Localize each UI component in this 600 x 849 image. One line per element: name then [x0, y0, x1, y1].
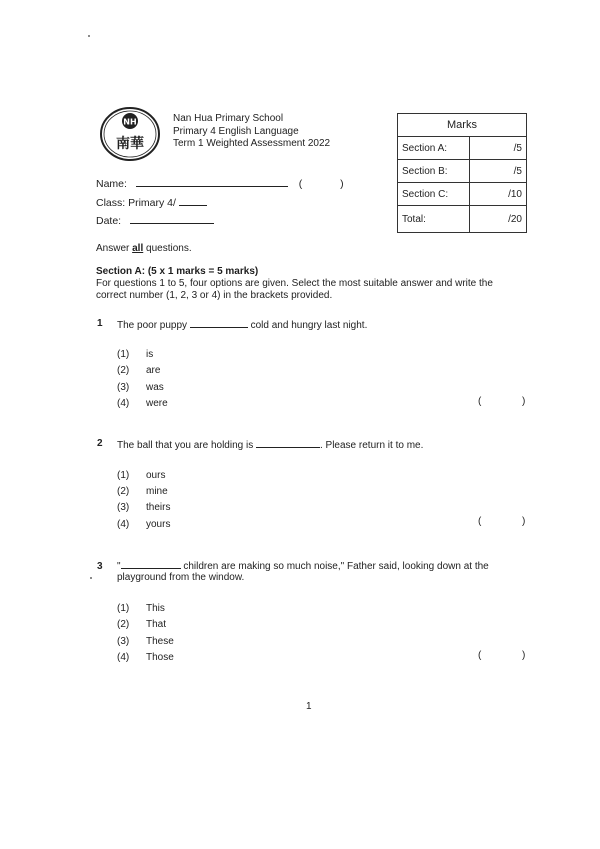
option-text: These: [146, 636, 174, 647]
option-text: are: [146, 365, 161, 376]
index-bracket-open: (: [298, 178, 303, 190]
class-label: Class: Primary 4/: [96, 197, 176, 209]
answer-blank[interactable]: [190, 318, 248, 328]
answer-bracket-close: ): [522, 650, 526, 661]
school-name: Nan Hua Primary School: [173, 113, 284, 124]
answer-bracket-open: (: [478, 396, 482, 407]
option-text: theirs: [146, 502, 171, 513]
name-label: Name:: [96, 178, 127, 190]
question-2-text: [117, 438, 423, 451]
marks-row-value: /5: [469, 137, 526, 160]
class-input-line[interactable]: [179, 195, 207, 206]
question-3-text-line2: playground from the window.: [117, 572, 245, 583]
marks-row-value: /5: [469, 160, 526, 183]
option-number: (1): [117, 470, 130, 481]
answer-blank[interactable]: [256, 438, 320, 448]
answer-bracket-open: (: [478, 650, 482, 661]
scan-speck: [88, 35, 90, 37]
question-text: The poor puppy: [117, 320, 190, 331]
instruction-text: Answer: [96, 243, 133, 254]
name-input-line[interactable]: [136, 176, 288, 187]
page-number: 1: [306, 701, 312, 712]
answer-blank[interactable]: [121, 559, 181, 569]
marks-row-label: Section B:: [398, 160, 470, 183]
question-text: cold and hungry last night.: [247, 320, 368, 331]
marks-table-title: Marks: [398, 114, 527, 137]
option-number: (3): [117, 382, 130, 393]
question-number: 1: [97, 318, 103, 329]
answer-bracket-close: ): [522, 516, 526, 527]
question-text: . Please return it to me.: [319, 440, 424, 451]
question-number: 2: [97, 438, 103, 449]
marks-row-value: /10: [469, 183, 526, 206]
class-field-row: [96, 195, 207, 209]
option-text: were: [146, 398, 168, 409]
option-number: (1): [117, 603, 130, 614]
answer-space[interactable]: [488, 650, 518, 662]
svg-text:NH: NH: [123, 117, 137, 127]
question-1-text: [117, 318, 367, 331]
option-number: (4): [117, 398, 130, 409]
answer-bracket-close: ): [522, 396, 526, 407]
date-field-row: [96, 213, 214, 227]
answer-space[interactable]: [488, 396, 518, 408]
marks-row-value: /20: [469, 206, 526, 233]
marks-row-label: Section A:: [398, 137, 470, 160]
general-instruction: [96, 243, 192, 254]
date-input-line[interactable]: [130, 213, 214, 224]
option-text: This: [146, 603, 165, 614]
question-text: The ball that you are holding is: [117, 440, 256, 451]
option-text: Those: [146, 652, 174, 663]
question-text: ": [117, 561, 121, 572]
section-a-title: Section A: (5 x 1 marks = 5 marks): [96, 266, 259, 277]
option-number: (4): [117, 652, 130, 663]
section-a-instructions-line2: correct number (1, 2, 3 or 4) in the brackets provided.: [96, 290, 333, 301]
option-number: (2): [117, 486, 130, 497]
option-text: is: [146, 349, 154, 360]
question-3-text: [117, 559, 489, 572]
scan-speck: [90, 577, 92, 579]
school-info: [173, 113, 330, 151]
option-number: (1): [117, 349, 130, 360]
option-number: (2): [117, 365, 130, 376]
index-bracket-close: ): [340, 178, 344, 190]
option-text: yours: [146, 519, 171, 530]
marks-row-label: Section C:: [398, 183, 470, 206]
instruction-emphasis: all: [132, 243, 144, 254]
option-text: That: [146, 619, 167, 630]
date-label: Date:: [96, 215, 122, 227]
section-a-instructions-line1: For questions 1 to 5, four options are given. Select the most suitable answer and write the: [96, 278, 493, 289]
option-text: was: [146, 382, 164, 393]
svg-text:南華: 南華: [116, 136, 144, 152]
instruction-text: questions.: [143, 243, 192, 254]
question-number: 3: [97, 561, 103, 572]
option-text: ours: [146, 470, 166, 481]
question-text: children are making so much noise," Father said, looking down at the: [180, 561, 489, 572]
nan-hua-crest-icon: [99, 106, 161, 162]
marks-table: [397, 113, 527, 233]
subject-title: Primary 4 English Language: [173, 125, 299, 137]
name-field-row: [96, 176, 344, 190]
option-number: (3): [117, 502, 130, 513]
option-number: (4): [117, 519, 130, 530]
option-number: (3): [117, 636, 130, 647]
assessment-title: Term 1 Weighted Assessment 2022: [173, 138, 331, 149]
option-number: (2): [117, 619, 130, 630]
answer-bracket-open: (: [478, 516, 482, 527]
option-text: mine: [146, 486, 168, 497]
marks-row-label: Total:: [398, 206, 470, 233]
answer-space[interactable]: [488, 516, 518, 528]
